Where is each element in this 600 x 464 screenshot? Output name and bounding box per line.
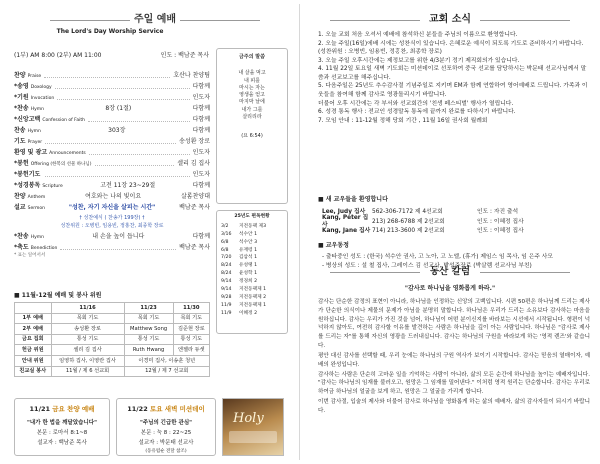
order-label-en: Scripture [42, 183, 63, 189]
bible-reading-box [216, 210, 288, 334]
order-label-en: Hymn [30, 234, 45, 240]
order-row [14, 70, 210, 81]
communion-hymn: † 성찬예식 ( 찬송가 199장) † [79, 215, 145, 221]
order-row [14, 114, 210, 125]
bible-reading-row [217, 278, 287, 286]
schedule-cell: 헌금 위원 [15, 345, 52, 356]
order-label-text: *찬송 [14, 104, 29, 112]
memory-verse-ref: (요 6:54) [241, 133, 263, 139]
order-row [14, 147, 210, 158]
schedule-cell: 통성 기도 [51, 334, 124, 345]
guests-list [322, 208, 582, 237]
bible-reading-name: 이혜정 2 [239, 310, 258, 316]
order-leader: 살롬찬양대 [181, 192, 210, 200]
bible-reading-name: 유성탱 1 [239, 263, 258, 269]
worship-title-text: 주일 예배 [133, 14, 177, 25]
holy-image [222, 398, 284, 456]
order-label-en: Hymn [30, 106, 45, 112]
order-leader: 인도자 [192, 170, 210, 178]
bible-reading-date: 8/24 [221, 263, 232, 269]
order-label-text: 설교 [14, 203, 26, 211]
guest-inviter: 인도 : 이혜정 집사 [477, 218, 524, 225]
order-label-en: Offering (한복의 선물 하나님) [30, 161, 92, 167]
friday-worship-heading [15, 405, 109, 413]
memory-verse-box [216, 48, 288, 204]
prayer-title: ■ 교우동정 [318, 242, 349, 249]
memory-verse-line: 마지막 날에 [239, 99, 265, 106]
service-times: (1부) AM 8:00 (2부) AM 11:00 [14, 52, 102, 59]
bible-reading-row [217, 262, 287, 270]
schedule-cell: 이경미 집사, 이송훈 청년 [124, 355, 209, 366]
title-rule-right [180, 20, 260, 21]
bible-reading-name: 석수안 1 [239, 231, 258, 237]
order-label-en: Praise [27, 73, 42, 79]
order-item: 여호와는 나의 빛이요 [85, 192, 142, 200]
news-item: 2. 오늘 주일(16일)에배 시에는 성찬식이 있습니다. 은혜로운 예식이 되도록 기도로 준비하시기 바랍니다. (성찬위원 : 오병빈, 임용빈, 정홍찬, 최종학 장로) [318, 40, 584, 56]
guests-title: ■ 새 교우들을 환영합니다 [318, 196, 388, 203]
schedule-header-cell: 11/30 [173, 303, 209, 314]
order-item: "성찬, 자기 자신을 살피는 시간" [68, 203, 156, 211]
order-row [14, 125, 210, 136]
worship-title [10, 14, 300, 27]
order-label [14, 83, 52, 91]
order-label [14, 138, 42, 146]
communion-servers: 성찬위원 : 오병빈, 임용빈, 정홍찬, 최종학 장로 [60, 223, 164, 229]
bible-reading-name: 유재령 1 [239, 247, 258, 253]
column-title-text: 동산 칼럼 [429, 266, 470, 277]
bible-reading-name: 지전동팩제 1 [239, 287, 267, 292]
saturday-mission-speaker: 설교자 : 박문태 선교사 [138, 439, 194, 446]
column-essay [318, 298, 590, 417]
order-leader: 인도자 [192, 148, 210, 156]
bible-reading-date: 8/24 [221, 271, 232, 277]
news-item: 4. 11월 22일 토요일 새벽 기도회는 미션데이로 선포하여 중국 선교를 담당하시는 박문태 선교사님께서 말씀과 선교보고를 해주십니다. [318, 66, 587, 81]
guest-phone: 562-306-7172 제 4선교회 [372, 209, 443, 216]
bible-reading-name: 정경희 2 [239, 279, 258, 285]
order-label [14, 233, 44, 241]
bible-reading-row [217, 302, 287, 310]
schedule-row [15, 345, 210, 356]
bible-reading-row [217, 270, 287, 278]
order-label [14, 193, 45, 201]
guest-row [322, 227, 582, 237]
essay-paragraph: 감사는 단순한 감정의 표현이 아니라, 하나님을 인정하는 신앙의 고백입니다. 시편 50편은 하나님께 드리는 제사가 단순한 의식이나 제물의 문제가 아님을 분명히 말합니다. 하나님은 우리가 드리는 소유보다 감사하는 마음을 원하십니다. 감사는 우리가 가진 것을 넘어, 하나님이 어떤 분이신지를 바라보는 시선에서 시작됩니다. 형편이 넉넉하지 않아도, 여전히 감사할 이유를 발견하는 사람은 하나님을 깊이 아는 사람입니다. 하나님은 "감사로 제사를 드리는 자"를 통해 자신의 영광을 드러내십니다. 감사는 하나님의 구원을 바라보게 하는 '영적 렌즈'와 같습니다. [318, 299, 590, 350]
schedule-cell: 목회 기도 [124, 313, 173, 324]
order-label-en: Benediction [30, 245, 58, 251]
bible-reading-row [217, 247, 287, 255]
order-leader-dots [88, 118, 190, 122]
order-row [14, 136, 210, 147]
schedule-row [15, 313, 210, 324]
guest-inviter: 인도 : 이혜정 집사 [477, 228, 524, 235]
order-label [14, 182, 63, 190]
bible-reading-name: 김삼석 1 [239, 255, 258, 261]
order-row [14, 191, 210, 202]
order-row [14, 103, 210, 114]
order-label-en: Sermon [27, 205, 45, 211]
order-leader: 다함께 [192, 181, 210, 189]
friday-worship-theme: "내가 한 법을 깨달았습니다" [27, 420, 97, 427]
bible-reading-date: 9/14 [221, 287, 232, 292]
guest-name: Kang, Jane 집사 [322, 228, 371, 235]
order-row [14, 81, 210, 92]
friday-worship-title: 금요 찬양 예배 [52, 405, 95, 413]
guest-inviter: 인도 : 자진 출석 [477, 209, 519, 216]
order-label-text: *성경봉독 [14, 181, 41, 189]
saturday-mission-theme: "주님의 긴급한 관심" [139, 420, 193, 427]
guest-phone: 213) 268-6788 제 2선교회 [372, 218, 445, 225]
bible-reading-date: 11/9 [221, 310, 232, 316]
bible-reading-name: 지전동팩 제3 [239, 223, 267, 229]
friday-worship-date: 11/21 [29, 405, 50, 413]
essay-paragraph: 평안 대신 감사를 선택할 때, 우리 눈에는 하나님의 구원 역사가 보이기 시작합니다. 감사는 믿음의 열매이자, 예배의 완성입니다. [318, 352, 590, 368]
standing-note: * 표는 일어서서 [14, 253, 46, 258]
saturday-mission-note: (동유럽순 전달 참조) [145, 448, 187, 454]
order-leader: 송성환 장로 [179, 137, 210, 145]
order-leader: 다함께 [192, 115, 210, 123]
order-label [14, 72, 41, 80]
memory-verse-line: 내가 그를 [241, 106, 263, 113]
bible-reading-row [217, 294, 287, 302]
schedule-header-cell: 11/16 [51, 303, 124, 314]
order-leader-dots [45, 140, 176, 144]
news-item: 더불어 오후 시간에는 각 부서와 선교회간의 '친생 페스티벌' 행사가 열립니다. [318, 100, 514, 107]
order-label-text: 찬양 [14, 192, 26, 200]
holy-image-band [229, 431, 277, 443]
order-leader-dots [44, 74, 170, 78]
order-label-en: Invocation [30, 95, 55, 101]
order-label-text: 환영 및 광고 [14, 148, 48, 156]
bible-reading-row [217, 231, 287, 239]
bible-reading-date: 9/14 [221, 279, 232, 285]
bible-reading-name: 지전동팩제 1 [239, 302, 267, 308]
order-leader-dots [45, 173, 189, 177]
schedule-cell: 11월 / 제 6 선교회 [51, 366, 124, 377]
order-label-text: *송영 [14, 82, 29, 90]
worship-subtitle: The Lord's Day Worship Service [56, 28, 164, 35]
schedule-cell: 친교실 봉사 [15, 366, 52, 377]
order-label [14, 149, 86, 157]
order-row [14, 169, 210, 180]
saturday-mission-heading [117, 405, 215, 413]
order-leader-dots [57, 96, 189, 100]
column-quote: "감사로 하나님을 영화롭게 하라." [404, 285, 496, 292]
schedule-header-cell: 11/23 [124, 303, 173, 314]
memory-verse-line: 내 살을 먹고 [238, 70, 266, 77]
bible-reading-row [217, 223, 287, 231]
bible-reading-date: 3/2 [221, 223, 229, 229]
order-label-text: 기도 [14, 137, 26, 145]
news-item: 7. 모임 안내 : 11-12월 정해 당회 기간 , 11월 16일 권사회 월례회 [318, 117, 488, 124]
guest-phone: 714) 213-3600 제 2선교회 [372, 228, 445, 235]
guest-name: Lee, Judy 집사 [322, 209, 366, 216]
order-label [14, 204, 45, 212]
order-label-text: *봉헌기도 [14, 170, 41, 178]
order-label-text: *봉헌 [14, 159, 29, 167]
news-item: 1. 오늘 교회 처음 오셔서 예배에 참석하신 분들을 주님의 이름으로 환영합니다. [318, 32, 518, 38]
order-label-text: *신앙고백 [14, 115, 41, 123]
order-leader-dots [89, 151, 190, 155]
order-row [14, 202, 210, 213]
news-item: 3. 오늘 주일 오후시간에는 제정보고를 위한 4/3분기 정기 제직회의가 있습니다. [318, 57, 520, 64]
bible-reading-title: 25년도 편독현황 [234, 214, 270, 219]
bible-reading-date: 6/8 [221, 239, 229, 245]
schedule-cell: 1부 예배 [15, 313, 52, 324]
schedule-cell: 송성환 장로 [51, 324, 124, 335]
order-leader: 다함께 [192, 104, 210, 112]
bible-reading-row [217, 286, 287, 294]
order-label [14, 160, 92, 168]
order-label [14, 127, 41, 135]
schedule-row [15, 366, 210, 377]
memory-verse-line: 내 피를 [243, 77, 261, 84]
prayer-item: - 출타중인 성도 : (한국) 석수안 권사, 고 노아, 고 노엘, (휴가) 제임스 임 목사, 임 은주 사모 [322, 254, 553, 260]
order-label-text: 찬양 [14, 71, 26, 79]
news-rule-left [330, 20, 420, 21]
schedule-cell: 통성 기도 [124, 334, 173, 345]
order-label-en: Prayer [27, 139, 43, 145]
holy-image-word: Holy [233, 411, 264, 426]
order-item: 8장 (1절) [105, 104, 132, 112]
order-leader-dots [95, 162, 175, 166]
service-leader: 인도 : 백남준 목사 [160, 52, 209, 59]
order-label-en: Anthem [27, 194, 46, 200]
news-item: 5. 다음주일은 25년도 추수감사절 기념주일로 지키며 EM과 함께 연합하여 영어예배로 드립니다. 가족과 이웃들을 참여해 함께 감사로 영광돌리시기 바랍니다. [318, 83, 588, 99]
order-of-service [14, 70, 210, 259]
communion-block [14, 213, 210, 231]
order-leader: 다함께 [192, 126, 210, 134]
schedule-cell: 통성 기도 [173, 334, 209, 345]
schedule-row [15, 324, 210, 335]
bible-reading-name: 석수안 3 [239, 239, 258, 245]
column-rule-left [330, 272, 420, 273]
memory-verse-line: 마시는 자는 [239, 84, 265, 91]
saturday-mission-title: 토요 새벽 미션데이 [149, 405, 205, 413]
order-label-text: *축도 [14, 243, 29, 251]
order-label-text: *기원 [14, 93, 29, 101]
order-label [14, 116, 85, 124]
bible-reading-row [217, 254, 287, 262]
news-title-text: 교회 소식 [428, 14, 472, 25]
column-title [300, 266, 600, 278]
order-leader: 다함께 [192, 232, 210, 240]
prayer-item: - 병상의 성도 : 설 철 집사, 그레이스 김 선교사, 박성준장로 (박살렘 선교사님 부친) [322, 262, 532, 269]
memory-verse-title: 금주의 말씀 [239, 54, 265, 60]
schedule-title: ■ 11월-12월 예배 및 봉사 위원 [14, 292, 102, 299]
order-item: 303장 [108, 126, 126, 134]
order-leader: 셀리 김 집사 [177, 159, 210, 167]
news-list [318, 31, 590, 125]
schedule-cell: 금요 집회 [15, 334, 52, 345]
order-label-en: Hymn [27, 128, 41, 134]
guest-name: Kang, Peter 집사 [322, 215, 369, 229]
order-leader: 인도자 [192, 93, 210, 101]
order-label [14, 94, 54, 102]
schedule-cell: 엔젤라 듀셋 [173, 345, 209, 356]
essay-paragraph: 감사하는 사람은 단순히 고마운 일을 기억하는 사람이 아니라, 삶의 모든 순간에 하나님을 높이는 예배자입니다. "감사는 하나님의 임재를 불러오고, 원망은 그 임재를 밀어낸다." 이처럼 영적 원리는 단순합니다. 감사는 우리로 하여금 하나님의 얼굴을 보게 하고, 원망은 그 얼굴을 가리게 합니다. [318, 371, 590, 396]
schedule-header-row [15, 303, 210, 314]
schedule-header-cell [15, 303, 52, 314]
order-item: 내 손을 높이 듭니다 [92, 232, 145, 240]
memory-verse-text [217, 70, 287, 121]
order-label-text: *찬송 [14, 232, 29, 240]
order-label-en: Announcements [49, 150, 86, 156]
bible-reading-row [217, 310, 287, 318]
essay-paragraph: 이번 감사절, 입술의 제사와 더불어 감사로 하나님을 영화롭게 하는 삶의 예배자, 삶의 감사자들이 되시기 바랍니다. [318, 399, 590, 414]
order-row [14, 231, 210, 242]
bible-reading-name: 지전동팩제 2 [239, 294, 267, 300]
order-label [14, 244, 57, 252]
saturday-mission-date: 11/22 [127, 405, 148, 413]
order-leader: 호산나 찬양팀 [173, 71, 210, 79]
bible-reading-row [217, 239, 287, 247]
schedule-row [15, 355, 210, 366]
bible-reading-date: 3/16 [221, 231, 232, 237]
order-row [14, 158, 210, 169]
order-label [14, 171, 42, 179]
order-item: 고전 11장 23~29절 [100, 181, 156, 189]
order-leader: 백남준 목사 [179, 203, 210, 211]
schedule-cell: Ruth Hwang [124, 345, 173, 356]
order-label-en: Confession of Faith [42, 117, 85, 123]
schedule-cell: Matthew Song [124, 324, 173, 335]
order-leader-dots [60, 246, 176, 250]
friday-worship-text: 본문 : 로마서 8:1~8 [36, 430, 88, 436]
order-label-text: 찬송 [14, 126, 26, 134]
schedule-cell: 임영하 집사, 이영란 집사 [51, 355, 124, 366]
bible-reading-name: 윤성학 1 [239, 271, 258, 277]
order-label [14, 105, 44, 113]
saturday-mission-text: 본문 : 눅 8 : 22~25 [140, 430, 192, 436]
title-rule-left [50, 20, 130, 21]
news-item: 6. 성경 통독 행사 : 전교인 성경말독 통독에 끝까지 완료를 다하시기 바랍니다. [318, 109, 516, 116]
friday-worship-speaker: 설교자 : 백남준 목사 [37, 439, 87, 446]
bible-reading-date: 7/20 [221, 255, 232, 261]
order-row [14, 92, 210, 103]
friday-worship-box [14, 398, 110, 456]
bible-reading-date: 6/8 [221, 247, 229, 253]
schedule-row [15, 334, 210, 345]
order-leader-dots [55, 85, 190, 89]
schedule-table [14, 302, 210, 377]
memory-verse-line: 영생을 얻고 [239, 92, 265, 98]
order-leader: 백남준 목사 [179, 243, 210, 251]
bible-reading-date: 11/9 [221, 302, 232, 308]
schedule-cell: 12월 / 제 7 선교회 [124, 366, 209, 377]
schedule-cell: 목회 기도 [173, 313, 209, 324]
schedule-cell: 김준현 장로 [173, 324, 209, 335]
order-leader: 다함께 [192, 82, 210, 90]
bible-reading-date: 9/28 [221, 294, 232, 300]
schedule-cell: 셀리 김 집사 [51, 345, 124, 356]
memory-verse-line: 살리리라 [242, 113, 262, 120]
schedule-cell: 안내 위원 [15, 355, 52, 366]
right-panel [300, 0, 600, 464]
schedule-cell: 2부 예배 [15, 324, 52, 335]
bible-reading-list [217, 223, 287, 318]
order-row [14, 242, 210, 253]
news-title [300, 14, 600, 27]
column-rule-right [480, 272, 570, 273]
guest-row [322, 215, 582, 229]
saturday-mission-box [116, 398, 216, 456]
order-row [14, 180, 210, 191]
schedule-cell: 목회 기도 [51, 313, 124, 324]
news-rule-right [480, 20, 570, 21]
order-label-en: Doxology [30, 84, 52, 90]
